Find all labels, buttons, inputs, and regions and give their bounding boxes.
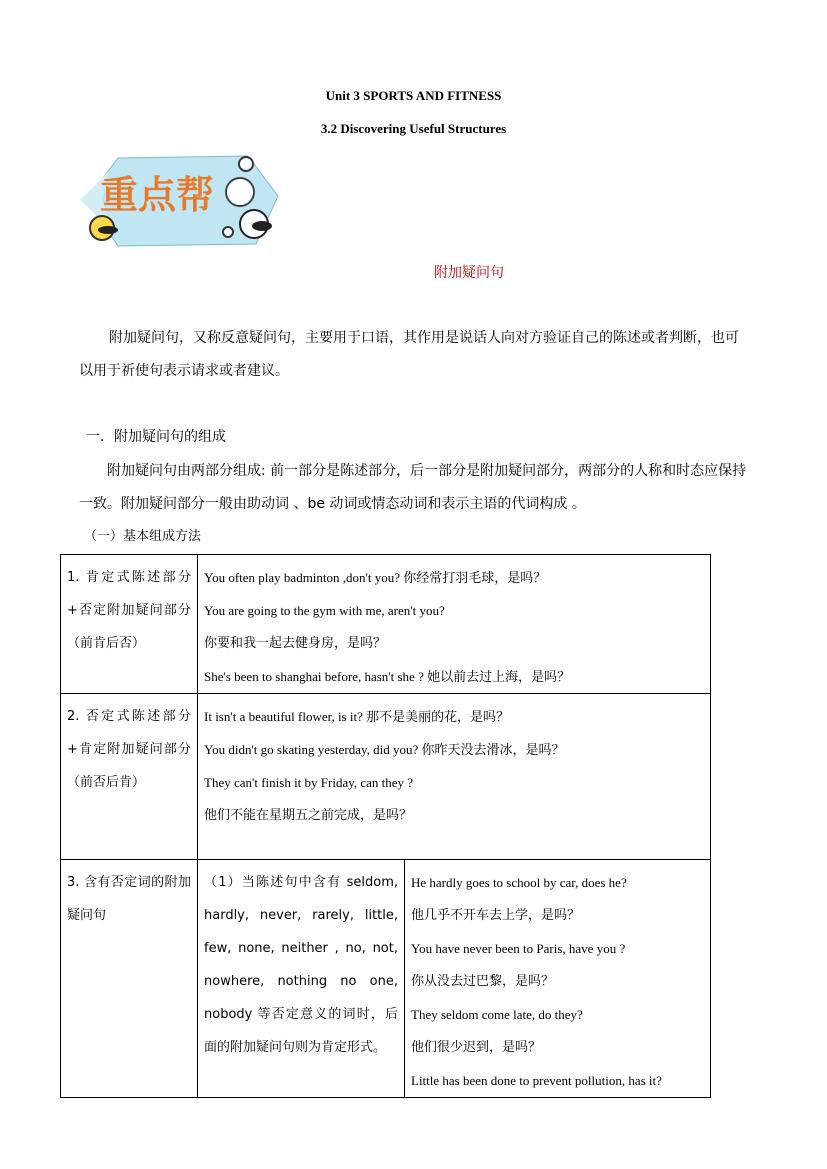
section-title: 附加疑问句	[434, 265, 504, 281]
lesson-title: 3.2 Discovering Useful Structures	[320, 121, 507, 136]
example-line: You often play badminton ,don't you? 你经常打羽毛球，是吗？	[204, 570, 547, 585]
example-line: He hardly goes to school by car, does he?	[411, 875, 627, 890]
unit-title: Unit 3 SPORTS AND FITNESS	[325, 88, 502, 103]
row-examples	[198, 555, 711, 694]
example-line: It isn't a beautiful flower, is it? 那不是美丽的花，是吗？	[204, 709, 510, 724]
table-row	[61, 694, 711, 860]
table-row	[61, 555, 711, 694]
cartoon-faces-logo-icon	[78, 152, 284, 248]
example-line: 你从没去过巴黎，是吗？	[411, 974, 555, 989]
example-line: 他们不能在星期五之前完成，是吗？	[204, 808, 413, 823]
example-line: You have never been to Paris, have you ?	[411, 941, 626, 956]
example-line: 他几乎不开车去上学，是吗？	[411, 908, 581, 923]
example-line: They seldom come late, do they?	[411, 1007, 583, 1022]
intro-paragraph: 附加疑问句，又称反意疑问句，主要用于口语，其作用是说话人向对方验证自己的陈述或者判断，也可以用于祈使句表示请求或者建议。	[79, 330, 739, 379]
example-line: Little has been done to prevent pollution, has it?	[411, 1073, 662, 1088]
composition-table	[60, 554, 711, 1098]
table-row	[61, 860, 711, 1098]
example-line: You didn't go skating yesterday, did you? 你昨天没去滑冰，是吗？	[204, 742, 565, 757]
row-examples	[405, 860, 711, 1098]
part1-subheading: （一）基本组成方法	[84, 529, 202, 544]
part1-heading: 一．附加疑问句的组成	[86, 429, 226, 445]
row-examples	[198, 694, 711, 860]
row-label: 2. 否定式陈述部分+肯定附加疑问部分（前否后肯）	[61, 694, 198, 860]
row-label: 1. 肯定式陈述部分+否定附加疑问部分（前肯后否）	[61, 555, 198, 694]
logo-text: 重点帮	[100, 173, 215, 217]
row-label: 3. 含有否定词的附加疑问句	[61, 860, 198, 1098]
example-line: She's been to shanghai before, hasn't she ? 她以前去过上海，是吗？	[204, 669, 571, 684]
example-line: 他们很少迟到，是吗？	[411, 1040, 542, 1055]
row-rule: （1）当陈述句中含有 seldom, hardly, never, rarely, little, few, none, neither , no, not, nowhere, nothing no one, nobody 等否定意义的词时，后面的附加疑问句则为肯定形式。	[198, 860, 405, 1098]
part1-description: 附加疑问句由两部分组成: 前一部分是陈述部分，后一部分是附加疑问部分，两部分的人称和时态应保持一致。附加疑问部分一般由助动词 、be 动词或情态动词和表示主语的代词构成 。	[79, 463, 747, 512]
example-line: They can't finish it by Friday, can they ?	[204, 775, 414, 790]
example-line: You are going to the gym with me, aren't you?	[204, 603, 445, 618]
example-line: 你要和我一起去健身房，是吗？	[204, 636, 387, 651]
